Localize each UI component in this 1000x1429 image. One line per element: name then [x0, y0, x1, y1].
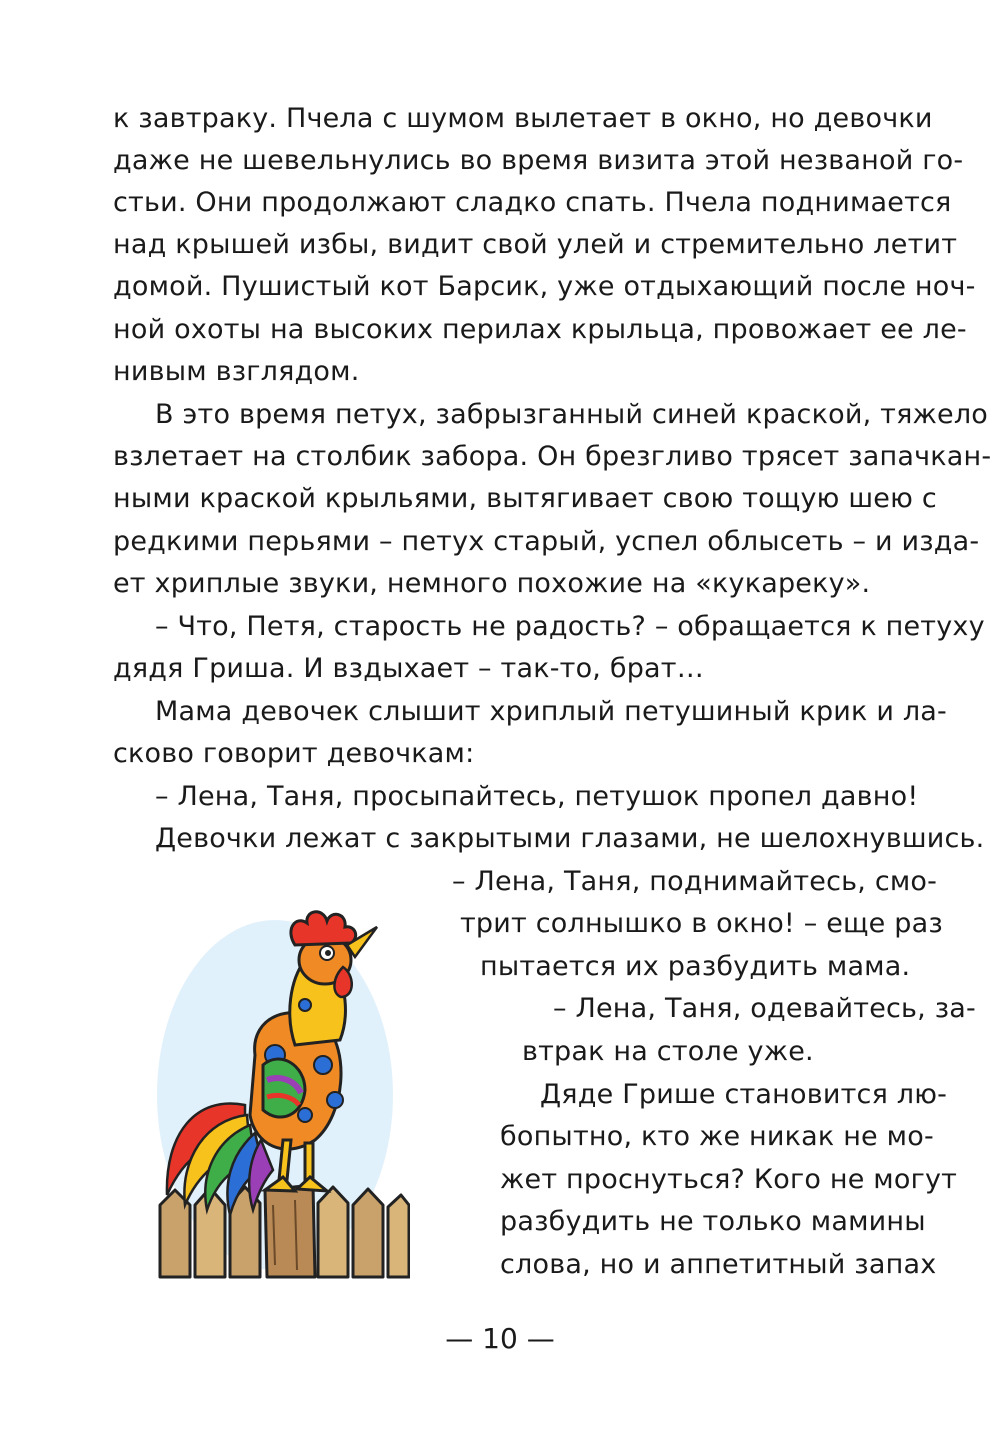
text-line: домой. Пушистый кот Барсик, уже отдыхающий после ноч-: [113, 271, 976, 302]
text-line: дядя Гриша. И вздыхает – так-то, брат…: [113, 653, 704, 684]
text-line: жет проснуться? Кого не могут: [500, 1164, 958, 1195]
text-line: ет хриплые звуки, немного похожие на «кукареку».: [113, 568, 871, 599]
text-line: даже не шевельнулись во время визита этой незваной го-: [113, 145, 964, 176]
text-line: – Лена, Таня, одевайтесь, за-: [553, 993, 976, 1024]
page-number: — 10 —: [445, 1322, 555, 1355]
text-line: сково говорит девочкам:: [113, 738, 475, 769]
text-line: – Лена, Таня, просыпайтесь, петушок пропел давно!: [155, 781, 919, 812]
text-line: Дяде Грише становится лю-: [540, 1079, 948, 1110]
rooster-on-fence-icon: [155, 905, 410, 1280]
text-line: стьи. Они продолжают сладко спать. Пчела поднимается: [113, 187, 952, 218]
text-line: разбудить не только мамины: [500, 1206, 926, 1237]
text-line: Мама девочек слышит хриплый петушиный крик и ла-: [155, 696, 947, 727]
text-line: редкими перьями – петух старый, успел облысеть – и изда-: [113, 526, 980, 557]
text-line: Девочки лежат с закрытыми глазами, не шелохнувшись.: [155, 823, 985, 854]
text-line: – Что, Петя, старость не радость? – обращается к петуху: [155, 611, 985, 642]
text-line: нивым взглядом.: [113, 356, 360, 387]
text-line: взлетает на столбик забора. Он брезгливо трясет запачкан-: [113, 441, 992, 472]
text-line: бопытно, кто же никак не мо-: [500, 1121, 934, 1152]
text-line: В это время петух, забрызганный синей краской, тяжело: [155, 399, 989, 430]
text-line: слова, но и аппетитный запах: [500, 1249, 937, 1280]
text-line: втрак на столе уже.: [522, 1036, 814, 1067]
text-line: – Лена, Таня, поднимайтесь, смо-: [452, 866, 938, 897]
text-line: ными краской крыльями, вытягивает свою тощую шею с: [113, 483, 937, 514]
text-line: над крышей избы, видит свой улей и стремительно летит: [113, 229, 958, 260]
text-line: ной охоты на высоких перилах крыльца, провожает ее ле-: [113, 314, 967, 345]
text-line: пытается их разбудить мама.: [480, 951, 911, 982]
text-line: трит солнышко в окно! – еще раз: [460, 908, 943, 939]
text-line: к завтраку. Пчела с шумом вылетает в окно, но девочки: [113, 103, 933, 134]
